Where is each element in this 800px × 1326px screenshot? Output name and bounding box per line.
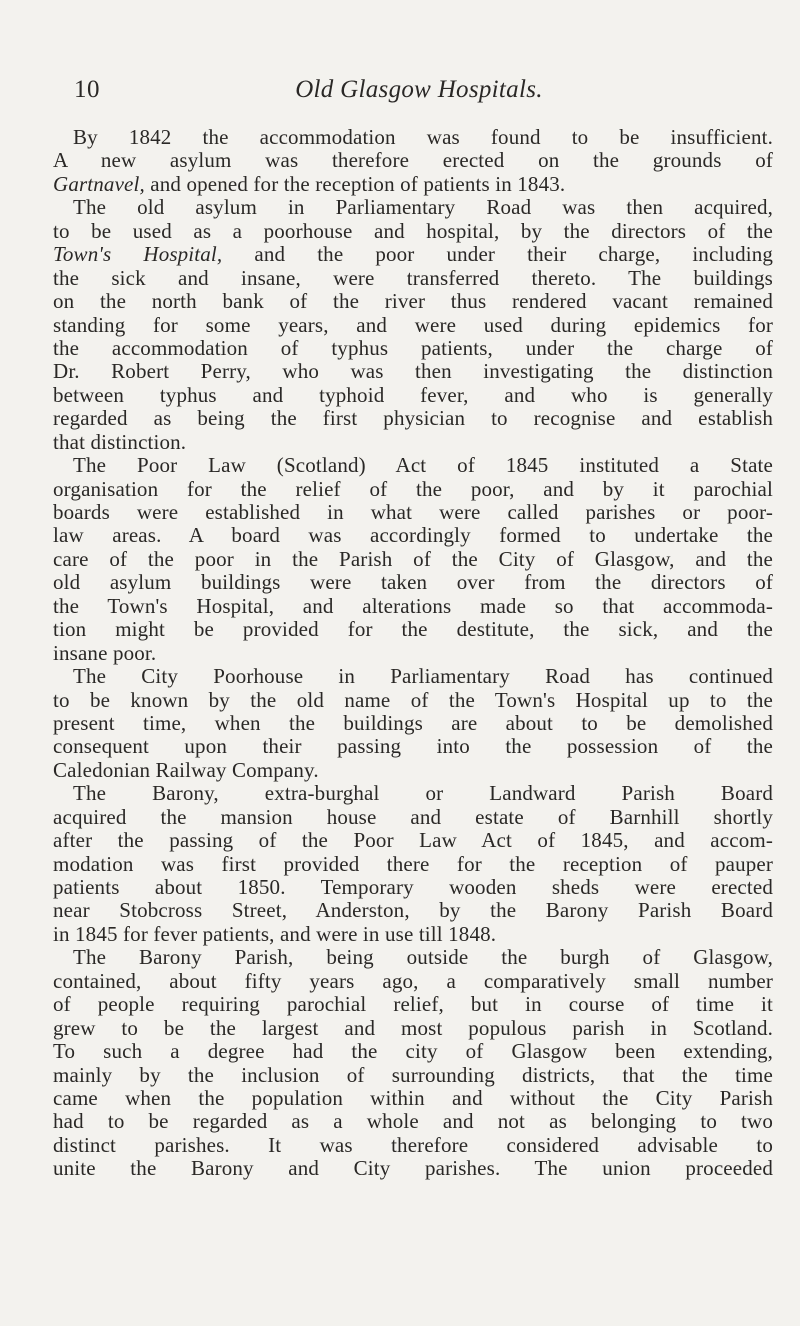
italic-phrase: Town's Hospital, (53, 242, 223, 267)
text-line: after the passing of the Poor Law Act of 1845, and accom- (53, 828, 773, 853)
text-line: The old asylum in Parliamentary Road was then acquired, (73, 195, 773, 220)
italic-phrase: Gartnavel, (53, 171, 145, 196)
text-line: the accommodation of typhus patients, under the charge of (53, 335, 773, 360)
text-line: The Poor Law (Scotland) Act of 1845 instituted a State (73, 453, 773, 478)
text-line: tion might be provided for the destitute, the sick, and the (53, 617, 773, 642)
text-line: To such a degree had the city of Glasgow been extending, (53, 1039, 773, 1064)
text-line: The Barony, extra-burghal or Landward Parish Board (73, 781, 773, 806)
text-line: Gartnavel, and opened for the reception of patients in 1843. (53, 171, 566, 196)
text-line: A new asylum was therefore erected on the grounds of (53, 148, 773, 173)
text-line: had to be regarded as a whole and not as belonging to two (53, 1109, 773, 1134)
text-line: between typhus and typhoid fever, and who is generally (53, 382, 773, 407)
text-line: on the north bank of the river thus rendered vacant remained (53, 289, 773, 314)
text-line: modation was first provided there for the reception of pauper (53, 851, 773, 876)
text-line: law areas. A board was accordingly formed to undertake the (53, 523, 773, 548)
text-line: mainly by the inclusion of surrounding districts, that the time (53, 1062, 773, 1087)
text-line: regarded as being the first physician to recognise and establish (53, 406, 773, 431)
page-title: Old Glasgow Hospitals. (295, 76, 543, 103)
text-line: boards were established in what were called parishes or poor- (53, 500, 773, 524)
text-line: care of the poor in the Parish of the City of Glasgow, and the (53, 546, 773, 571)
body-text (53, 126, 773, 1181)
text-line: came when the population within and without the City Parish (53, 1085, 773, 1110)
text-line: old asylum buildings were taken over from the directors of (53, 570, 773, 595)
text-line: acquired the mansion house and estate of Barnhill shortly (53, 804, 773, 829)
text-line: present time, when the buildings are about to be demolished (53, 710, 773, 735)
text-line: to be known by the old name of the Town's Hospital up to the (53, 687, 773, 712)
text-line: that distinction. (53, 429, 187, 454)
text-line: The Barony Parish, being outside the burgh of Glasgow, (73, 945, 773, 970)
text-line: in 1845 for fever patients, and were in use till 1848. (53, 921, 497, 946)
text-line: consequent upon their passing into the possession of the (53, 734, 773, 759)
text-line: unite the Barony and City parishes. The union proceeded (53, 1156, 773, 1181)
text-line: standing for some years, and were used during epidemics for (53, 312, 773, 337)
text-line: Caledonian Railway Company. (53, 757, 319, 782)
text-line: grew to be the largest and most populous parish in Scotland. (53, 1015, 773, 1040)
text-line: organisation for the relief of the poor, and by it parochial (53, 476, 773, 501)
text-line: insane poor. (53, 640, 157, 665)
text-line: By 1842 the accommodation was found to be insufficient. (73, 125, 773, 149)
running-head (74, 76, 764, 106)
text-line: the sick and insane, were transferred thereto. The buildings (53, 265, 773, 290)
page-number: 10 (74, 76, 100, 103)
text-line: Dr. Robert Perry, who was then investigating the distinction (53, 359, 773, 384)
text-line: The City Poorhouse in Parliamentary Road has continued (73, 664, 773, 689)
text-line: Town's Hospital, and the poor under their charge, including (53, 242, 773, 267)
text-line: the Town's Hospital, and alterations made so that accommoda- (53, 593, 773, 618)
text-line: of people requiring parochial relief, but in course of time it (53, 992, 773, 1017)
text-line: contained, about fifty years ago, a comparatively small number (53, 968, 773, 993)
text-line: patients about 1850. Temporary wooden sheds were erected (53, 875, 773, 899)
text-line: to be used as a poorhouse and hospital, by the directors of the (53, 218, 773, 243)
text-line: near Stobcross Street, Anderston, by the Barony Parish Board (53, 898, 773, 923)
text-line: distinct parishes. It was therefore considered advisable to (53, 1132, 773, 1157)
